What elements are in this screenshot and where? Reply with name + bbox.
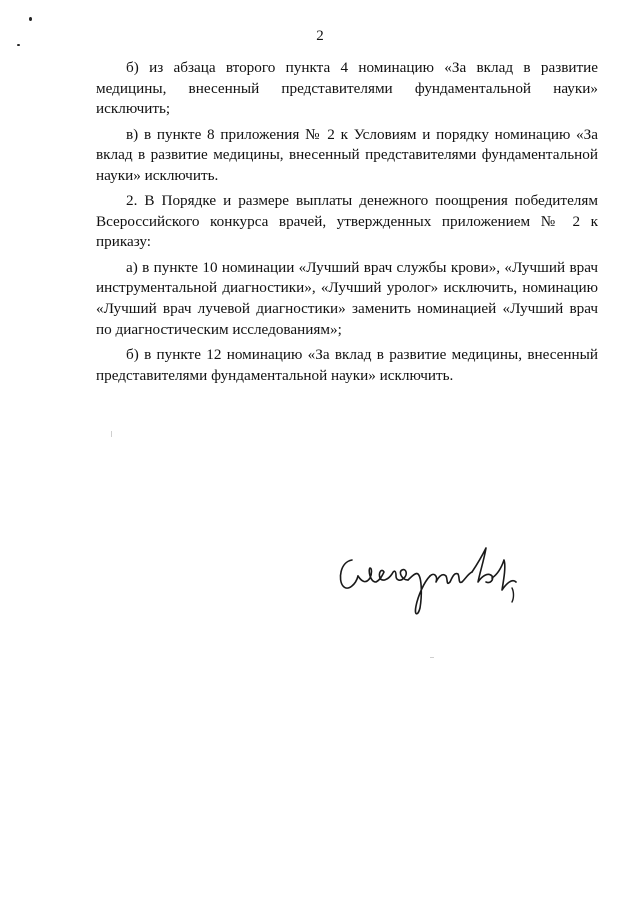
paragraph-3: 2. В Порядке и размере выплаты денежного поощрения победителям Всероссийского конкурса врачей, утвержденных приложением № 2 к приказу: bbox=[96, 192, 598, 251]
paragraph-2: в) в пункте 8 приложения № 2 к Условиям и порядку номинацию «За вклад в развитие медицины, внесенный представителями фундаментальной науки» исключить. bbox=[96, 125, 598, 184]
scan-mark bbox=[111, 431, 112, 437]
paragraph-5: б) в пункте 12 номинацию «За вклад в развитие медицины, внесенный представителями фундаментальной науки» исключить. bbox=[96, 345, 598, 384]
paragraph-1: б) из абзаца второго пункта 4 номинацию «За вклад в развитие медицины, внесенный представителями фундаментальной науки» исключить; bbox=[96, 59, 598, 118]
paragraph-4: а) в пункте 10 номинации «Лучший врач службы крови», «Лучший врач инструментальной диагностики», «Лучший уролог» исключить, номинацию «Лучший врач лучевой диагностики» заменить номинацией «Лучший врач по диагностическим исследованиям»; bbox=[96, 258, 598, 338]
page-number: 2 bbox=[316, 28, 324, 44]
scan-speck bbox=[29, 17, 32, 21]
handwritten-signature bbox=[326, 536, 536, 626]
body-text bbox=[96, 58, 598, 391]
scan-mark bbox=[430, 657, 434, 658]
